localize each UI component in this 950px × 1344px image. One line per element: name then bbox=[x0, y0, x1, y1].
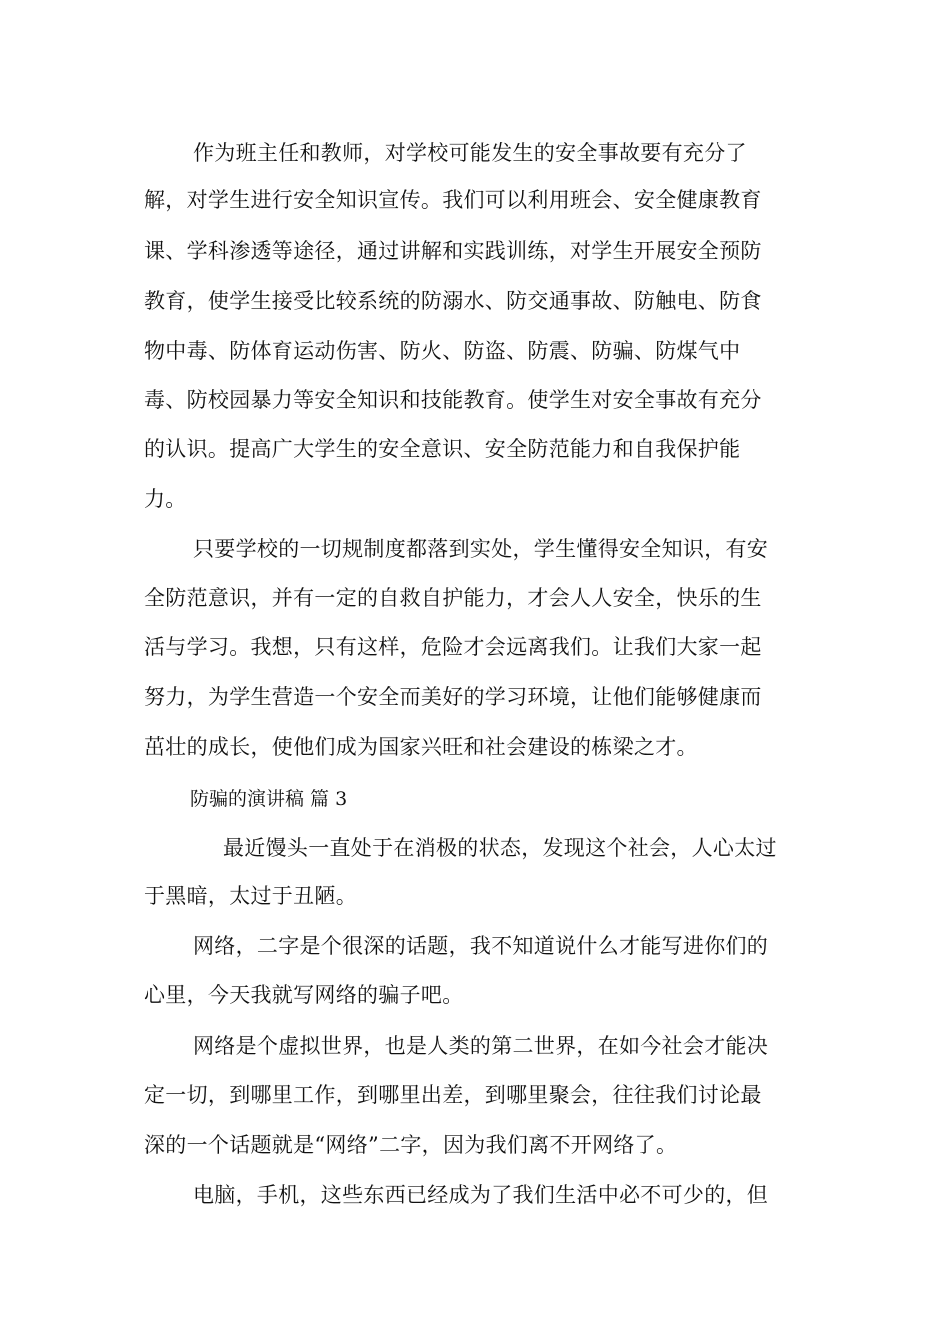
paragraph-1-line-3: 课、学科渗透等途径，通过讲解和实践训练，对学生开展安全预防 bbox=[144, 239, 762, 263]
paragraph-1-line-8: 力。 bbox=[144, 487, 187, 511]
section-heading: 防骗的演讲稿 篇 3 bbox=[190, 788, 348, 810]
paragraph-1-line-2: 解，对学生进行安全知识宣传。我们可以利用班会、安全健康教育 bbox=[144, 188, 762, 212]
paragraph-2-line-5: 茁壮的成长，使他们成为国家兴旺和社会建设的栋梁之才。 bbox=[144, 735, 698, 759]
paragraph-2-line-2: 全防范意识，并有一定的自救自护能力，才会人人安全，快乐的生 bbox=[144, 586, 762, 610]
paragraph-3-line-1: 最近馒头一直处于在消极的状态，发现这个社会，人心太过 bbox=[223, 836, 777, 860]
paragraph-5-line-1: 网络是个虚拟世界，也是人类的第二世界，在如今社会才能决 bbox=[193, 1034, 769, 1058]
paragraph-4-line-2: 心里，今天我就写网络的骗子吧。 bbox=[144, 983, 464, 1007]
paragraph-5-line-3: 深的一个话题就是“网络”二字，因为我们离不开网络了。 bbox=[144, 1133, 678, 1157]
paragraph-5-line-2: 定一切，到哪里工作，到哪里出差，到哪里聚会，往往我们讨论最 bbox=[144, 1083, 762, 1107]
paragraph-1-line-7: 的认识。提高广大学生的安全意识、安全防范能力和自我保护能 bbox=[144, 437, 741, 461]
paragraph-1-line-5: 物中毒、防体育运动伤害、防火、防盗、防震、防骗、防煤气中 bbox=[144, 339, 741, 363]
paragraph-6-line-1: 电脑，手机，这些东西已经成为了我们生活中必不可少的，但 bbox=[193, 1183, 769, 1207]
paragraph-1-line-4: 教育，使学生接受比较系统的防溺水、防交通事故、防触电、防食 bbox=[144, 289, 762, 313]
paragraph-4-line-1: 网络，二字是个很深的话题，我不知道说什么才能写进你们的 bbox=[193, 934, 769, 958]
paragraph-2-line-1: 只要学校的一切规制度都落到实处，学生懂得安全知识，有安 bbox=[193, 537, 769, 561]
paragraph-3-line-2: 于黑暗，太过于丑陋。 bbox=[144, 884, 357, 908]
paragraph-2-line-4: 努力，为学生营造一个安全而美好的学习环境，让他们能够健康而 bbox=[144, 685, 762, 709]
paragraph-1-line-6: 毒、防校园暴力等安全知识和技能教育。使学生对安全事故有充分 bbox=[144, 388, 762, 412]
paragraph-1-line-1: 作为班主任和教师，对学校可能发生的安全事故要有充分了 bbox=[193, 141, 747, 165]
paragraph-2-line-3: 活与学习。我想，只有这样，危险才会远离我们。让我们大家一起 bbox=[144, 635, 762, 659]
